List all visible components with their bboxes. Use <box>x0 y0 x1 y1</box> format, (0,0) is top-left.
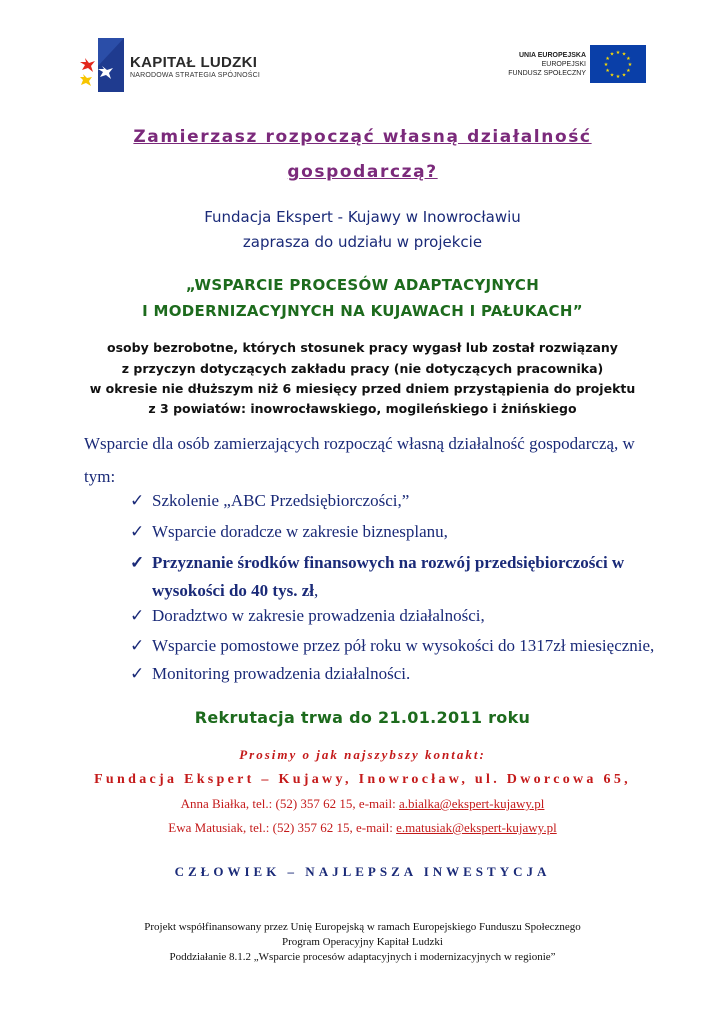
email-link-2[interactable]: e.matusiak@ekspert-kujawy.pl <box>396 820 557 835</box>
kapital-ludzki-emblem-icon <box>80 36 130 98</box>
eu-logo-line2: EUROPEJSKI <box>541 61 586 68</box>
contact-heading: Prosimy o jak najszybszy kontakt: <box>239 747 486 762</box>
svg-text:★: ★ <box>615 50 621 56</box>
svg-text:★: ★ <box>609 51 615 58</box>
support-item-text: wysokości do 40 tys. zł <box>152 581 314 600</box>
contact-organization: Fundacja Ekspert – Kujawy, Inowrocław, ul. Dworcowa 65, <box>94 772 631 787</box>
support-list-item <box>130 636 654 656</box>
eligibility-line: z przyczyn dotyczących zakładu pracy (nie dotyczących pracownika) <box>121 361 604 376</box>
checkmark-icon: ✓ <box>130 664 145 683</box>
email-link-1[interactable]: a.bialka@ekspert-kujawy.pl <box>399 796 545 811</box>
eligibility-line: z 3 powiatów: inowrocławskiego, mogileńskiego i żnińskiego <box>148 401 577 416</box>
project-name-line2: I MODERNIZACYJNYCH NA KUJAWACH I PAŁUKACH” <box>142 302 583 320</box>
eu-flag-icon <box>590 45 646 83</box>
support-item-text: Wsparcie pomostowe przez pół roku w wysokości do 1317zł miesięcznie, <box>152 636 655 655</box>
contact-person-1 <box>0 796 725 812</box>
footer-line: Poddziałanie 8.1.2 „Wsparcie procesów adaptacyjnych i modernizacyjnych w regionie” <box>169 951 556 963</box>
project-name-line1: „WSPARCIE PROCESÓW ADAPTACYJNYCH <box>185 276 540 294</box>
footer-line: Program Operacyjny Kapitał Ludzki <box>282 936 443 948</box>
contact-person-2-text: Ewa Matusiak, tel.: (52) 357 62 15, e-mail: <box>168 820 397 835</box>
footer-line: Projekt współfinansowany przez Unię Europejską w ramach Europejskiego Funduszu Społecznego <box>144 921 581 933</box>
main-title-line2: gospodarczą? <box>287 162 438 182</box>
main-title-line1: Zamierzasz rozpocząć własną działalność <box>133 127 592 147</box>
svg-text:★: ★ <box>603 62 609 68</box>
kapital-ludzki-title: KAPITAŁ LUDZKI <box>130 54 258 71</box>
svg-text:★: ★ <box>627 62 633 68</box>
contact-person-2 <box>0 820 725 836</box>
kapital-ludzki-subtitle: NARODOWA STRATEGIA SPÓJNOŚCI <box>130 72 261 79</box>
eligibility-line: osoby bezrobotne, których stosunek pracy wygasł lub został rozwiązany <box>107 340 618 355</box>
svg-text:★: ★ <box>621 72 627 79</box>
support-item-text: Monitoring prowadzenia działalności. <box>152 664 411 683</box>
eu-logo-text <box>490 51 586 78</box>
support-list-item <box>130 491 409 511</box>
svg-text:★: ★ <box>605 68 610 74</box>
checkmark-icon: ✓ <box>130 491 145 510</box>
support-list-item <box>130 664 410 684</box>
eu-logo-line1: UNIA EUROPEJSKA <box>518 52 586 59</box>
support-list-item <box>130 553 624 573</box>
support-list-item-continuation <box>152 581 318 601</box>
support-list-item <box>130 606 485 626</box>
svg-text:★: ★ <box>609 72 615 79</box>
svg-text:★: ★ <box>626 56 631 62</box>
checkmark-icon: ✓ <box>130 522 145 541</box>
support-intro-line2: tym: <box>84 467 116 486</box>
support-item-suffix: , <box>313 581 319 600</box>
svg-text:★: ★ <box>626 68 631 74</box>
support-item-text: Szkolenie „ABC Przedsiębiorczości,” <box>152 491 410 510</box>
recruitment-deadline: Rekrutacja trwa do 21.01.2011 roku <box>194 708 531 727</box>
eu-logo-line3: FUNDUSZ SPOŁECZNY <box>508 70 586 77</box>
checkmark-icon: ✓ <box>130 636 145 655</box>
organizer-line1: Fundacja Ekspert - Kujawy w Inowrocławiu <box>204 208 521 226</box>
checkmark-icon: ✓ <box>130 606 145 625</box>
slogan: CZŁOWIEK – NAJLEPSZA INWESTYCJA <box>174 864 551 879</box>
svg-text:★: ★ <box>615 74 621 80</box>
support-item-text: Wsparcie doradcze w zakresie biznesplanu, <box>152 522 448 541</box>
svg-text:★: ★ <box>605 56 610 62</box>
eligibility-line: w okresie nie dłuższym niż 6 miesięcy przed dniem przystąpienia do projektu <box>89 381 636 396</box>
organizer-line2: zaprasza do udziału w projekcie <box>242 233 483 251</box>
checkmark-icon: ✓ <box>130 553 145 572</box>
support-item-text: Doradztwo w zakresie prowadzenia działalności, <box>152 606 485 625</box>
svg-text:★: ★ <box>621 51 627 58</box>
support-item-text: Przyznanie środków finansowych na rozwój przedsiębiorczości w <box>152 553 625 572</box>
support-list-item <box>130 522 448 542</box>
support-intro-line1: Wsparcie dla osób zamierzających rozpocząć własną działalność gospodarczą, w <box>84 434 635 453</box>
contact-person-1-text: Anna Białka, tel.: (52) 357 62 15, e-mail: <box>180 796 399 811</box>
